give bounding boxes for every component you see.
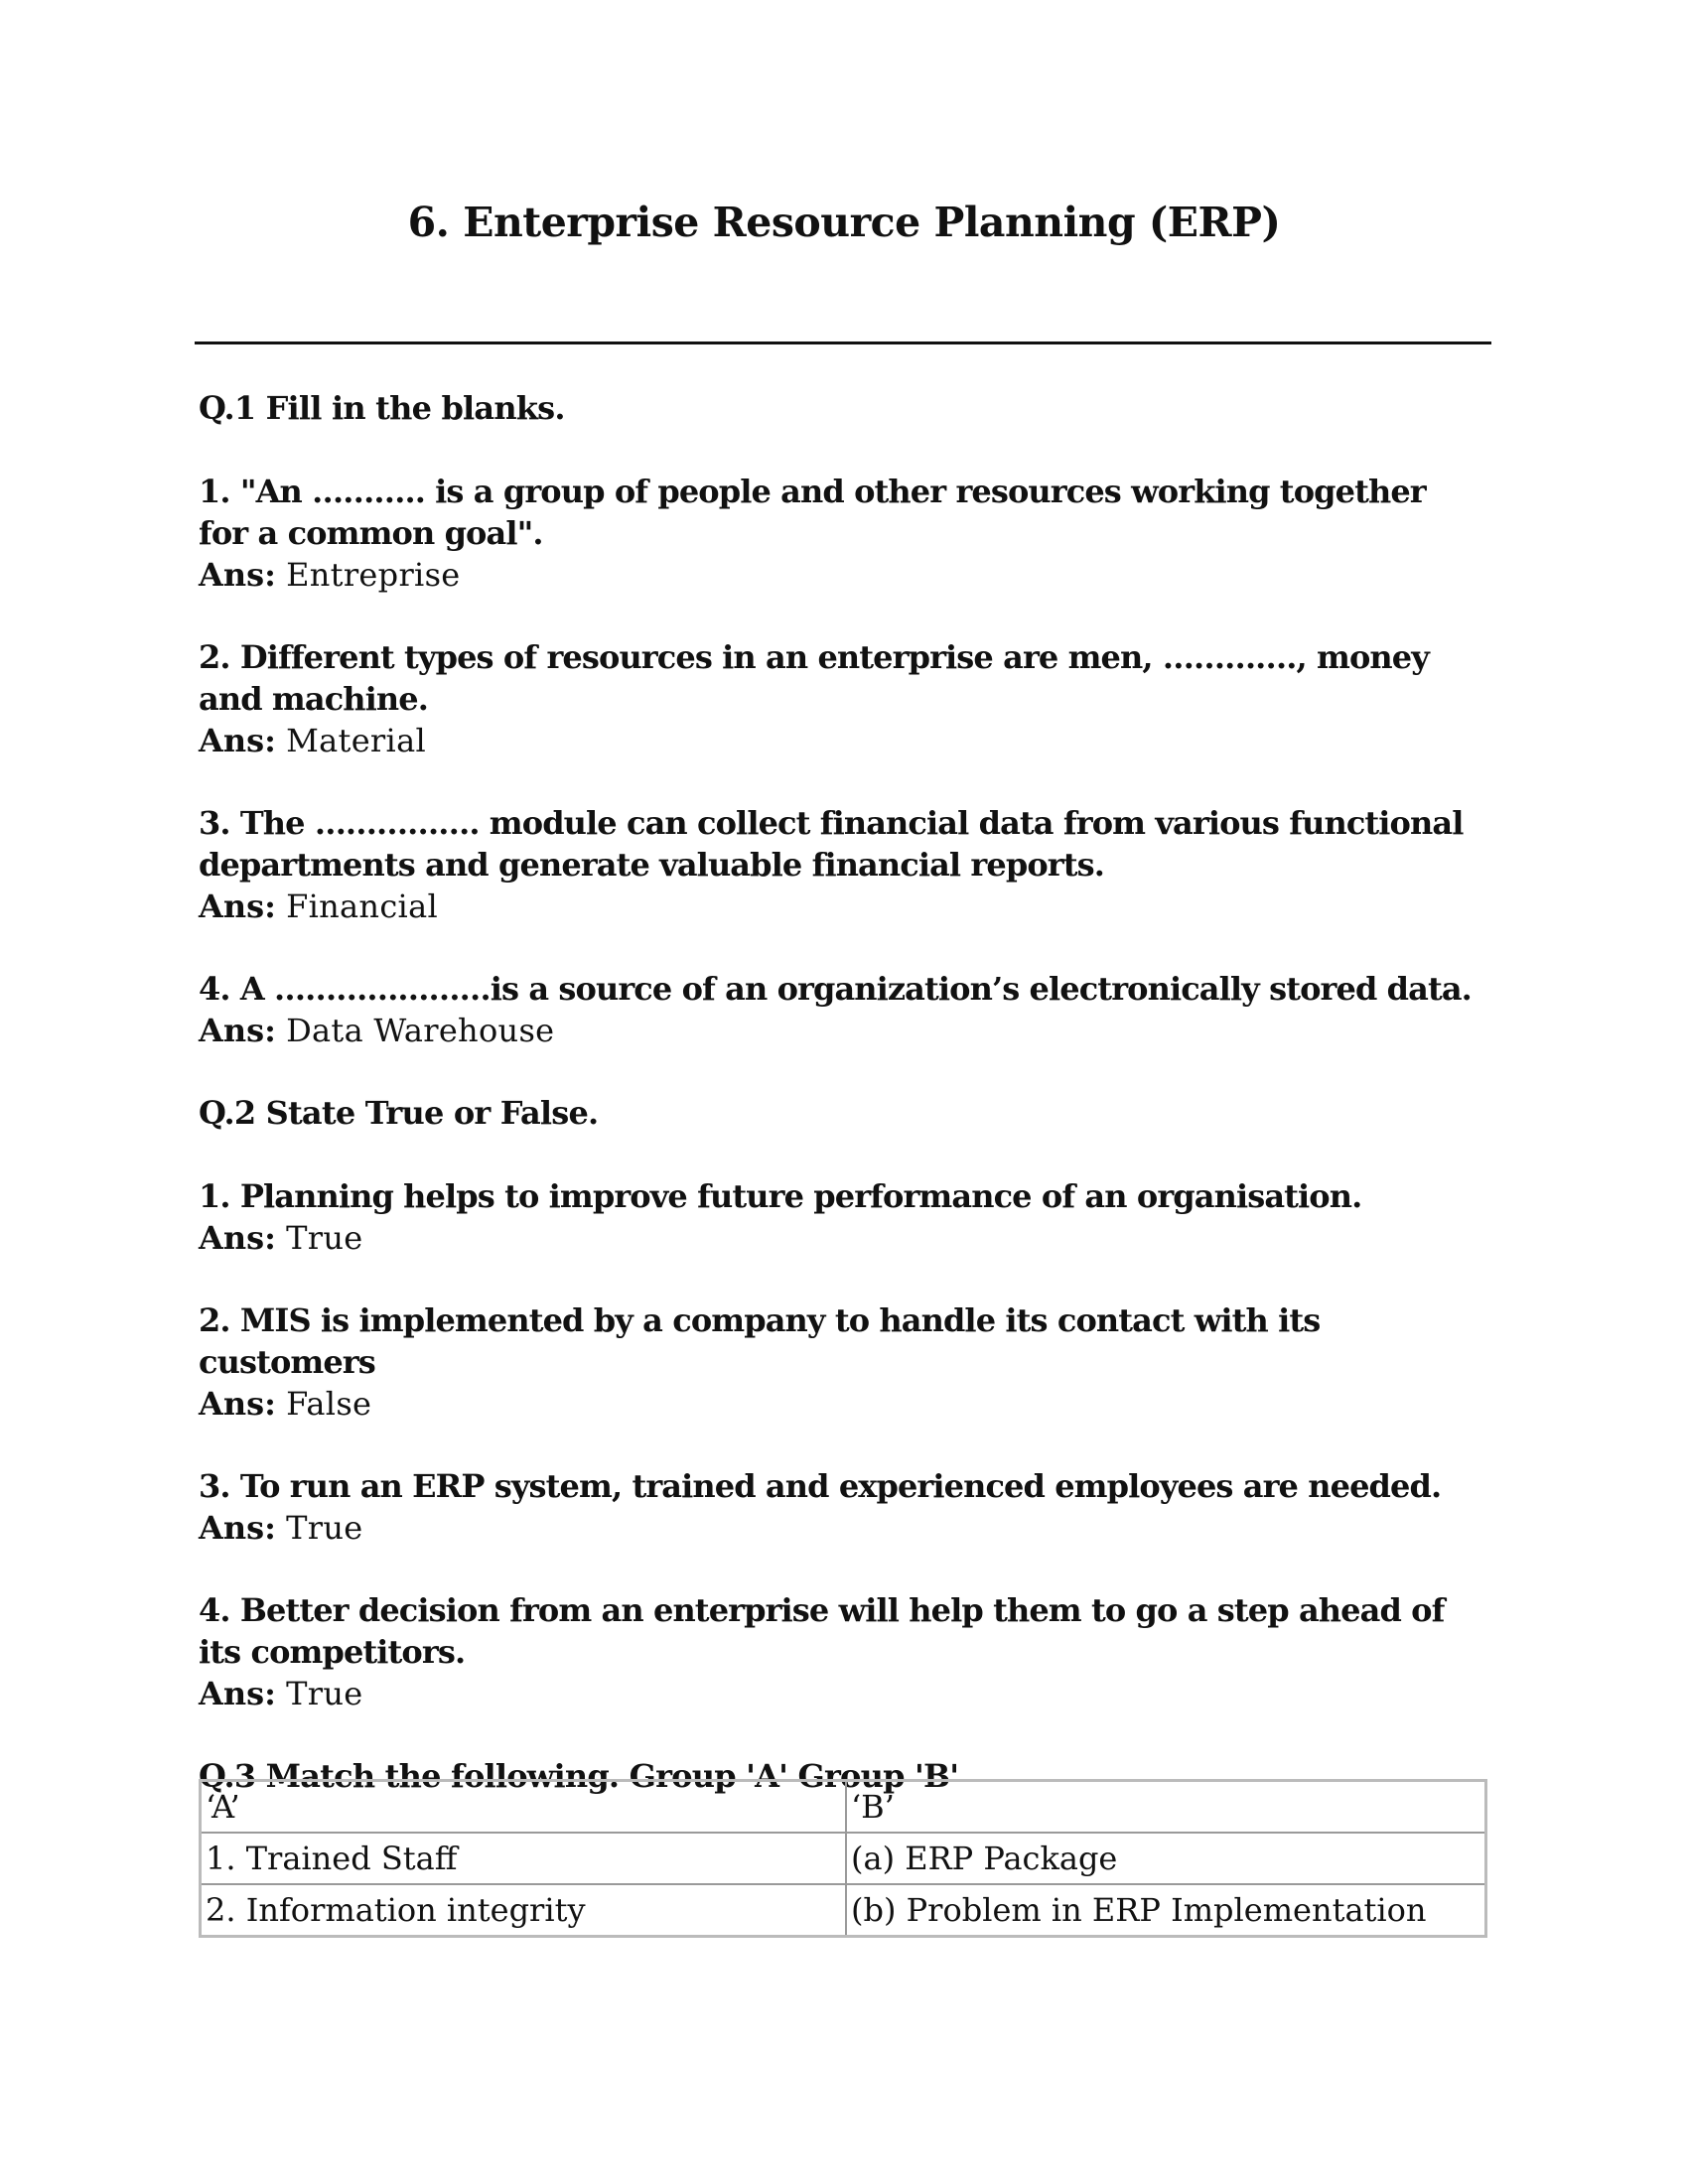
question-text: 1. "An ……….. is a group of people and other resources working together for a common goal". xyxy=(199,473,1426,552)
match-table xyxy=(199,1779,1487,1938)
answer-value: Entreprise xyxy=(286,556,461,594)
answer-value: True xyxy=(286,1509,363,1547)
section-heading-q3: Q.3 Match the following. Group 'A' Group 'B' xyxy=(199,1757,959,1795)
table-cell: 2. Information integrity xyxy=(201,1884,847,1937)
table-cell: (a) ERP Package xyxy=(846,1833,1486,1884)
question-text: 3. To run an ERP system, trained and experienced employees are needed. xyxy=(199,1467,1442,1505)
table-header-cell: ‘A’ xyxy=(201,1781,847,1834)
page-title: 6. Enterprise Resource Planning (ERP) xyxy=(407,199,1281,246)
answer-value: Financial xyxy=(286,887,438,925)
answer-value: Data Warehouse xyxy=(286,1012,555,1049)
document-content xyxy=(199,387,1479,1839)
answer-value: True xyxy=(286,1219,363,1257)
q1-item-2 xyxy=(199,636,1479,761)
section-heading-q1: Q.1 Fill in the blanks. xyxy=(199,389,565,427)
title-divider xyxy=(195,341,1491,344)
answer-line xyxy=(199,1217,1479,1259)
q2-item-3 xyxy=(199,1465,1479,1549)
section-heading-q2: Q.2 State True or False. xyxy=(199,1094,599,1132)
question-text: 4. A …………………is a source of an organization’s electronically stored data. xyxy=(199,970,1472,1008)
answer-line xyxy=(199,720,1479,761)
table-header-cell: ‘B’ xyxy=(846,1781,1486,1834)
answer-label: Ans: xyxy=(199,1012,276,1049)
table-header-row xyxy=(201,1781,1486,1834)
question-text: 1. Planning helps to improve future performance of an organisation. xyxy=(199,1177,1362,1215)
q2-item-2 xyxy=(199,1299,1479,1425)
answer-line xyxy=(199,1383,1479,1425)
q2-item-1 xyxy=(199,1175,1479,1259)
question-text: 4. Better decision from an enterprise will help them to go a step ahead of its competitors. xyxy=(199,1591,1445,1671)
answer-line xyxy=(199,1010,1479,1051)
answer-line xyxy=(199,1507,1479,1549)
answer-line xyxy=(199,554,1479,596)
answer-value: Material xyxy=(286,722,426,759)
answer-label: Ans: xyxy=(199,722,276,759)
q2-item-4 xyxy=(199,1589,1479,1714)
answer-label: Ans: xyxy=(199,1385,276,1423)
question-text: 2. MIS is implemented by a company to handle its contact with its customers xyxy=(199,1301,1321,1381)
answer-label: Ans: xyxy=(199,556,276,594)
answer-line xyxy=(199,1673,1479,1714)
question-text: 2. Different types of resources in an enterprise are men, …………., money and machine. xyxy=(199,638,1429,718)
answer-label: Ans: xyxy=(199,1675,276,1712)
table-cell: 1. Trained Staff xyxy=(201,1833,847,1884)
answer-label: Ans: xyxy=(199,1219,276,1257)
q1-item-4 xyxy=(199,968,1479,1051)
table-cell: (b) Problem in ERP Implementation xyxy=(846,1884,1486,1937)
table-row xyxy=(201,1884,1486,1937)
q1-item-1 xyxy=(199,471,1479,596)
answer-line xyxy=(199,886,1479,927)
answer-label: Ans: xyxy=(199,887,276,925)
q1-item-3 xyxy=(199,802,1479,927)
answer-label: Ans: xyxy=(199,1509,276,1547)
question-text: 3. The ……………. module can collect financial data from various functional departments and generate valuable financial reports. xyxy=(199,804,1464,884)
answer-value: True xyxy=(286,1675,363,1712)
answer-value: False xyxy=(286,1385,372,1423)
table-row xyxy=(201,1833,1486,1884)
